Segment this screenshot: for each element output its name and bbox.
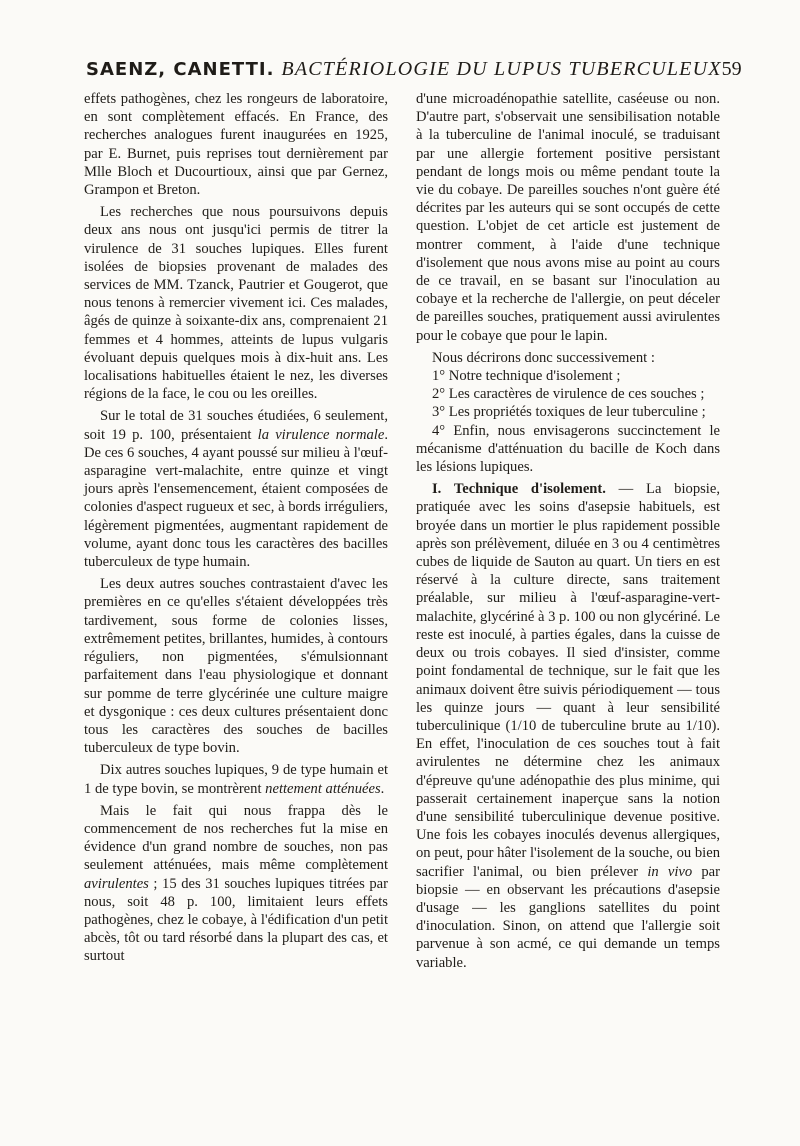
page-number: 59 bbox=[721, 58, 742, 80]
text-run: . De ces 6 souches, 4 ayant poussé sur milieu à l'œuf-asparagine vert-malachite, entre quinze et vingt jours après l'ensemencement, étaient composées de colonies d'aspect rugueux et sec, à bords irréguliers, légèrement pigmentées, augmentant rapidement de volume, ayant donc tous les caractères des bacilles tuberculeux de type humain. bbox=[84, 426, 388, 571]
list-item: 3° Les propriétés toxiques de leur tuberculine ; bbox=[432, 404, 706, 421]
text-run: Dix autres souches lupiques, 9 de type humain et 1 de type bovin, se montrèrent bbox=[84, 762, 388, 797]
text-run: par biopsie — en observant les précautions d'asepsie d'usage — les ganglions satellites du point d'inoculation. Sinon, on attend que l'allergie soit parvenue à son acmé, ce qui demande un temps variable. bbox=[416, 863, 720, 971]
paragraph: Les recherches que nous poursuivons depuis deux ans nous ont jusqu'ici permis de titrer la virulence de 31 souches lupiques. Elles furent isolées de biopsies provenant de malades des services de MM. Tzanck, Pautrier et Gougerot, que nous tenons à remercier vivement ici. Ces malades, âgés de quinze à soixante-dix ans, comprenaient 21 femmes et 4 hommes, atteints de lupus vulgaris évoluant depuis quelques mois à dix-huit ans. Les localisations habituelles étaient le nez, les diverses régions de la face, le cou ou les oreilles. bbox=[84, 204, 388, 403]
paragraph bbox=[84, 761, 388, 797]
emphasis: in vivo bbox=[647, 863, 693, 880]
section-heading: I. Technique d'isolement. bbox=[432, 481, 606, 498]
list-item: 4° Enfin, nous envisagerons succinctement le mécanisme d'atténuation du bacille de Koch dans les lésions lupiques. bbox=[416, 422, 720, 476]
text-run: Mais le fait qui nous frappa dès le commencement de nos recherches fut la mise en évidence d'un grand nombre de souches, non pas seulement atténuées, mais même complètement bbox=[84, 802, 388, 874]
text-run: . bbox=[380, 780, 385, 797]
header-authors: SAENZ, CANETTI. bbox=[86, 59, 275, 80]
emphasis: la virulence normale bbox=[257, 426, 385, 443]
left-column bbox=[84, 90, 388, 970]
emphasis: avirulentes bbox=[84, 875, 149, 892]
emphasis: nettement atténuées bbox=[265, 780, 381, 797]
paragraph: Les deux autres souches contrastaient d'avec les premières en ce qu'elles s'étaient développées très tardivement, sous forme de colonies lisses, extrêmement petites, brillantes, humides, à contours réguliers, non pigmentées, s'émulsionnant parfaitement dans l'eau physiologique et donnant sur pomme de terre glycérinée une culture maigre et dysgonique : ces deux cultures présentaient donc tous les caractères des souches de bacilles tuberculeux de type bovin. bbox=[84, 576, 388, 757]
paragraph: d'une microadénopathie satellite, caséeuse ou non. D'autre part, s'observait une sensibilisation notable à la tuberculine de l'animal inoculé, se traduisant par une allergie fortement positive persistant pendant de longs mois ou même pendant toute la vie du cobaye. De pareilles souches n'ont guère été décrites par les auteurs qui se sont occupés de cette question. L'objet de cet article est justement de montrer comment, à l'aide d'une technique d'isolement que nous avons mise au point au cours de ce travail, en se basant sur l'inoculation au cobaye et la recherche de l'allergie, on peut déceler de pareilles souches, pratiquement aussi avirulentes pour le cobaye que pour le lapin. bbox=[416, 91, 720, 344]
right-column bbox=[416, 90, 720, 976]
header-title: BACTÉRIOLOGIE DU LUPUS TUBERCULEUX bbox=[281, 58, 722, 80]
running-header bbox=[86, 58, 742, 88]
paragraph: Nous décrirons donc successivement : bbox=[432, 349, 655, 366]
list-item: 2° Les caractères de virulence de ces souches ; bbox=[432, 386, 705, 403]
paragraph: effets pathogènes, chez les rongeurs de laboratoire, en sont complètement effacés. En France, des recherches analogues furent inaugurées en 1925, par E. Burnet, puis reprises tout dernièrement par Mlle Bloch et Ducourtioux, ainsi que par Gernez, Grampon et Breton. bbox=[84, 91, 388, 199]
text-run: ; 15 des 31 souches lupiques titrées par nous, soit 48 p. 100, limitaient leurs effets pathogènes, chez le cobaye, à l'édification d'un petit abcès, tôt ou tard résorbé dans la plupart des cas, et surtout bbox=[84, 875, 388, 965]
paragraph bbox=[84, 407, 388, 571]
text-run: Sur le total de 31 souches étudiées, 6 seulement, soit 19 p. 100, présentaient bbox=[84, 408, 388, 443]
paragraph bbox=[84, 802, 388, 966]
list-item: 1° Notre technique d'isolement ; bbox=[432, 368, 621, 385]
paragraph bbox=[416, 480, 720, 971]
text-run: — La biopsie, pratiquée avec les soins d'asepsie habituels, est broyée dans un mortier le plus rapidement possible après son prélèvement, diluée en 3 ou 4 centimètres cubes de liquide de Sauton au quart. Un tiers en est réservé à la culture directe, sans traitement préalable, sur milieu à l'œuf-asparagine-vert-malachite, glycériné à 3 p. 100 ou non glycériné. Le reste est inoculé, à parties égales, dans la cuisse de deux ou trois cobayes. Il sied d'insister, comme point fondamental de technique, sur le fait que les animaux doivent être suivis périodiquement — tous les quinze jours — quant à leur sensibilité tuberculinique (1/10 de tuberculine brute au 1/10). En effet, l'inoculation de ces souches tout à fait avirulentes ne détermine chez les animaux d'épreuve qu'une adénopathie des plus minime, qui passerait certainement inaperçue sans la notion d'une sensibilité tuberculinique devenue positive. Une fois les cobayes inoculés devenus allergiques, on peut, pour hâter l'isolement de la souche, ou bien sacrifier l'animal, ou bien prélever bbox=[416, 481, 720, 880]
